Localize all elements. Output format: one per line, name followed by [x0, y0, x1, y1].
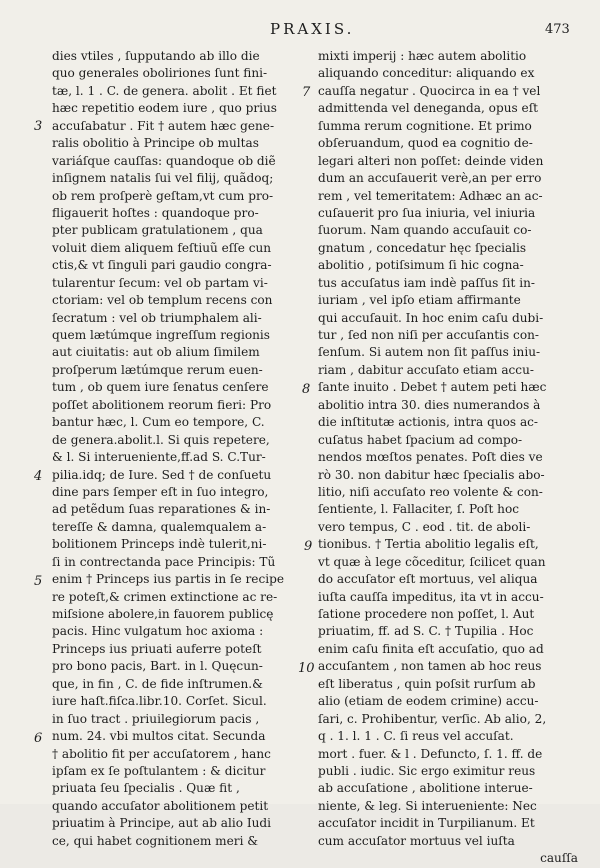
text-line: inſignem natalis ſui vel filij, quãdoq;: [52, 171, 274, 186]
text-line: hæc repetitio eodem iure , quo prius: [52, 101, 278, 116]
text-line: miſsione abolere,in fauorem publicę: [52, 607, 274, 621]
text-line: cuſauerit pro ſua iniuria, vel iniuria: [318, 205, 536, 220]
text-line: niente, & leg. Si interueniente: Nec: [318, 798, 537, 813]
text-line: ſari, c. Prohibentur, verſic. Ab alio, 2,: [318, 711, 547, 726]
text-line: & l. Si interueniente,ff.ad S. C.Tur-: [52, 450, 266, 465]
text-line: tionibus. † Tertia abolitio legalis eſt,: [318, 537, 539, 552]
text-line: iure haſt.fiſca.libr.10. Corſet. Sicul.: [52, 694, 267, 709]
text-line: † abolitio fit per accuſatorem , hanc: [52, 746, 271, 761]
text-line: bantur hæc, l. Cum eo tempore, C.: [52, 415, 265, 430]
text-line: qui accuſauit. In hoc enim caſu dubi-: [318, 310, 544, 325]
text-line: aut ciuitatis: aut ob alium ſimilem: [52, 345, 260, 360]
margin-number: 6: [34, 731, 43, 746]
text-line: in ſuo tract . priuilegiorum pacis ,: [52, 711, 260, 726]
text-line: ralis obolitio à Principe ob multas: [52, 136, 259, 151]
text-line: voluit diem aliquem feſtiuũ eſſe cun: [52, 240, 272, 255]
text-line: pro bono pacis, Bart. in l. Quęcun-: [52, 659, 263, 674]
text-line: enim caſu finita eſt accuſatio, quo ad: [318, 641, 544, 656]
text-line: quando accuſator abolitionem petit: [52, 798, 269, 813]
right-column-text: [318, 48, 578, 868]
text-line: abolitio intra 30. dies numerandos à: [318, 397, 541, 412]
text-line: accuſator incidit in Turpilianum. Et: [318, 816, 535, 831]
text-line: rò 30. non dabitur hæc ſpecialis abo-: [318, 467, 545, 482]
text-line: proſperum lætúmque rerum euen-: [52, 362, 263, 377]
text-line: accuſantem , non tamen ab hoc reus: [318, 659, 542, 674]
text-line: quo generales oboliriones ſunt fini-: [52, 66, 268, 81]
text-line: dine pars ſemper eſt in ſuo integro,: [52, 484, 269, 499]
text-line: ſentiente, l. Fallaciter, ſ. Poſt hoc: [318, 502, 519, 517]
text-line: accuſabatur . Fit † autem hæc gene-: [52, 118, 275, 133]
text-line: cum accuſator mortuus vel iuſta: [318, 833, 515, 848]
text-line: ſuorum. Nam quando accuſauit co-: [318, 223, 532, 238]
page-number: 473: [545, 22, 570, 37]
text-line: que, in fin , C. de fide inſtrumen.&: [52, 676, 263, 691]
text-line: vero tempus, C . eod . tit. de aboli-: [318, 519, 531, 534]
text-line: pter publicam gratulationem , qua: [52, 223, 263, 238]
text-line: iuſta cauſſa impeditus, ita vt in accu-: [318, 589, 544, 604]
text-line: tularentur ſecum: vel ob partam vi-: [52, 275, 268, 290]
text-line: mort . fuer. & l . Defuncto, ſ. 1. ff. de: [318, 746, 543, 761]
text-line: pilia.idq; de Iure. Sed † de conſuetu: [52, 467, 272, 482]
text-line: priuatim à Principe, aut ab alio Iudi: [52, 816, 272, 831]
text-line: ſi in contrectanda pace Principis: Tũ: [52, 554, 276, 569]
margin-number: 7: [302, 85, 311, 100]
text-line: nendos mœſtos penates. Poſt dies ve: [318, 450, 543, 465]
text-line: ad petẽdum ſuas reparationes & in-: [52, 502, 271, 517]
text-line: cauſſa negatur . Quocirca in ea † vel: [318, 83, 541, 98]
text-line: ctis,& vt ſinguli pari gaudio congra-: [52, 258, 272, 273]
text-line: alio (etiam de eodem crimine) accu-: [318, 694, 539, 709]
text-line: cuſatus habet ſpacium ad compo-: [318, 432, 523, 447]
text-line: tum , ob quem iure ſenatus cenſere: [52, 380, 269, 395]
text-line: q . 1. l. 1 . C. ſi reus vel accuſat.: [318, 729, 514, 744]
page-title: PRAXIS.: [270, 20, 355, 38]
text-line: ob rem proſperè geſtam,vt cum pro-: [52, 188, 274, 203]
text-line: variáſque cauſſas: quandoque ob diẽ: [52, 153, 276, 168]
text-line: ſenſum. Si autem non ſit paſſus iniu-: [318, 345, 541, 360]
left-column-text: [52, 48, 288, 850]
text-line: bolitionem Princeps indè tulerit,ni-: [52, 537, 267, 552]
text-line: litio, niſi accuſato reo volente & con-: [318, 484, 543, 499]
text-line: quem lætúmque ingreſſum regionis: [52, 328, 270, 342]
text-line: Princeps ius priuati auferre poteſt: [52, 641, 262, 656]
text-line: poſſet abolitionem reorum fieri: Pro: [52, 397, 272, 412]
text-line: cauſſa: [540, 851, 578, 866]
text-line: tæ, l. 1 . C. de genera. abolit . Et fiet: [52, 83, 277, 98]
text-line: admittenda vel deneganda, opus eſt: [318, 101, 539, 116]
text-line: ſumma rerum cognitione. Et primo: [318, 118, 532, 133]
text-line: enim † Princeps ius partis in ſe recipe: [52, 572, 284, 587]
text-line: publi . iudic. Sic ergo eximitur reus: [318, 763, 536, 778]
text-line: de genera.abolit.l. Si quis repetere,: [52, 432, 270, 447]
text-line: legari alteri non poſſet: deinde viden: [318, 153, 544, 168]
text-line: gnatum , concedatur hęc ſpecialis: [318, 240, 527, 255]
text-line: vt quæ à lege cõceditur, ſcilicet quan: [318, 554, 546, 569]
text-line: rem , vel temeritatem: Adhæc an ac-: [318, 188, 543, 203]
text-line: ſecratum : vel ob triumphalem ali-: [52, 310, 262, 325]
text-line: iuriam , vel ipſo etiam affirmante: [318, 293, 521, 308]
text-line: riam , dabitur accuſato etiam accu-: [318, 362, 534, 377]
text-line: aliquando conceditur: aliquando ex: [318, 66, 535, 81]
running-head: [0, 20, 600, 40]
text-line: re poteſt,& crimen extinctione ac re-: [52, 589, 278, 604]
margin-number: 5: [34, 574, 43, 589]
text-line: priuatim, ff. ad S. C. † Tupilia . Hoc: [318, 624, 534, 639]
text-line: dum an accuſauerit verè,an per erro: [318, 171, 542, 186]
text-line: obſeruandum, quod ea cognitio de-: [318, 136, 533, 151]
margin-number: 3: [34, 119, 43, 134]
margin-number: 9: [304, 539, 313, 554]
text-line: die inſtitutæ actionis, intra quos ac-: [318, 415, 539, 430]
text-line: ſatione procedere non poſſet, l. Aut: [318, 607, 535, 621]
margin-number: 10: [298, 661, 315, 676]
text-line: ſante inuito . Debet † autem peti hæc: [318, 380, 547, 395]
text-line: dies vtiles , ſupputando ab illo die: [52, 49, 260, 63]
text-line: mixti imperij : hæc autem abolitio: [318, 49, 527, 63]
text-line: priuata ſeu ſpecialis . Quæ fit ,: [52, 781, 240, 796]
text-line: eſt liberatus , quin poſsit rurſum ab: [318, 676, 536, 691]
text-line: abolitio , potiſsimum ſi hic cogna-: [318, 258, 524, 273]
text-line: ctoriam: vel ob templum recens con: [52, 293, 273, 308]
text-line: ipſam ex ſe poſtulantem : & dicitur: [52, 763, 266, 778]
text-line: ce, qui habet cognitionem meri &: [52, 833, 259, 848]
text-line: do accuſator eſt mortuus, vel aliqua: [318, 572, 538, 587]
text-line: ab accuſatione , abolitione interue-: [318, 781, 533, 796]
margin-number: 8: [302, 382, 311, 397]
text-line: num. 24. vbi multos citat. Secunda: [52, 729, 266, 744]
text-line: pacis. Hinc vulgatum hoc axioma :: [52, 624, 264, 639]
text-line: tus accuſatus iam indè paſſus ſit in-: [318, 275, 535, 290]
text-line: tur , ſed non niſi per accuſantis con-: [318, 328, 539, 342]
text-line: tereſſe & damna, qualemqualem a-: [52, 519, 267, 534]
text-line: fligauerit hoſtes : quandoque pro-: [52, 205, 259, 220]
margin-number: 4: [34, 469, 43, 484]
